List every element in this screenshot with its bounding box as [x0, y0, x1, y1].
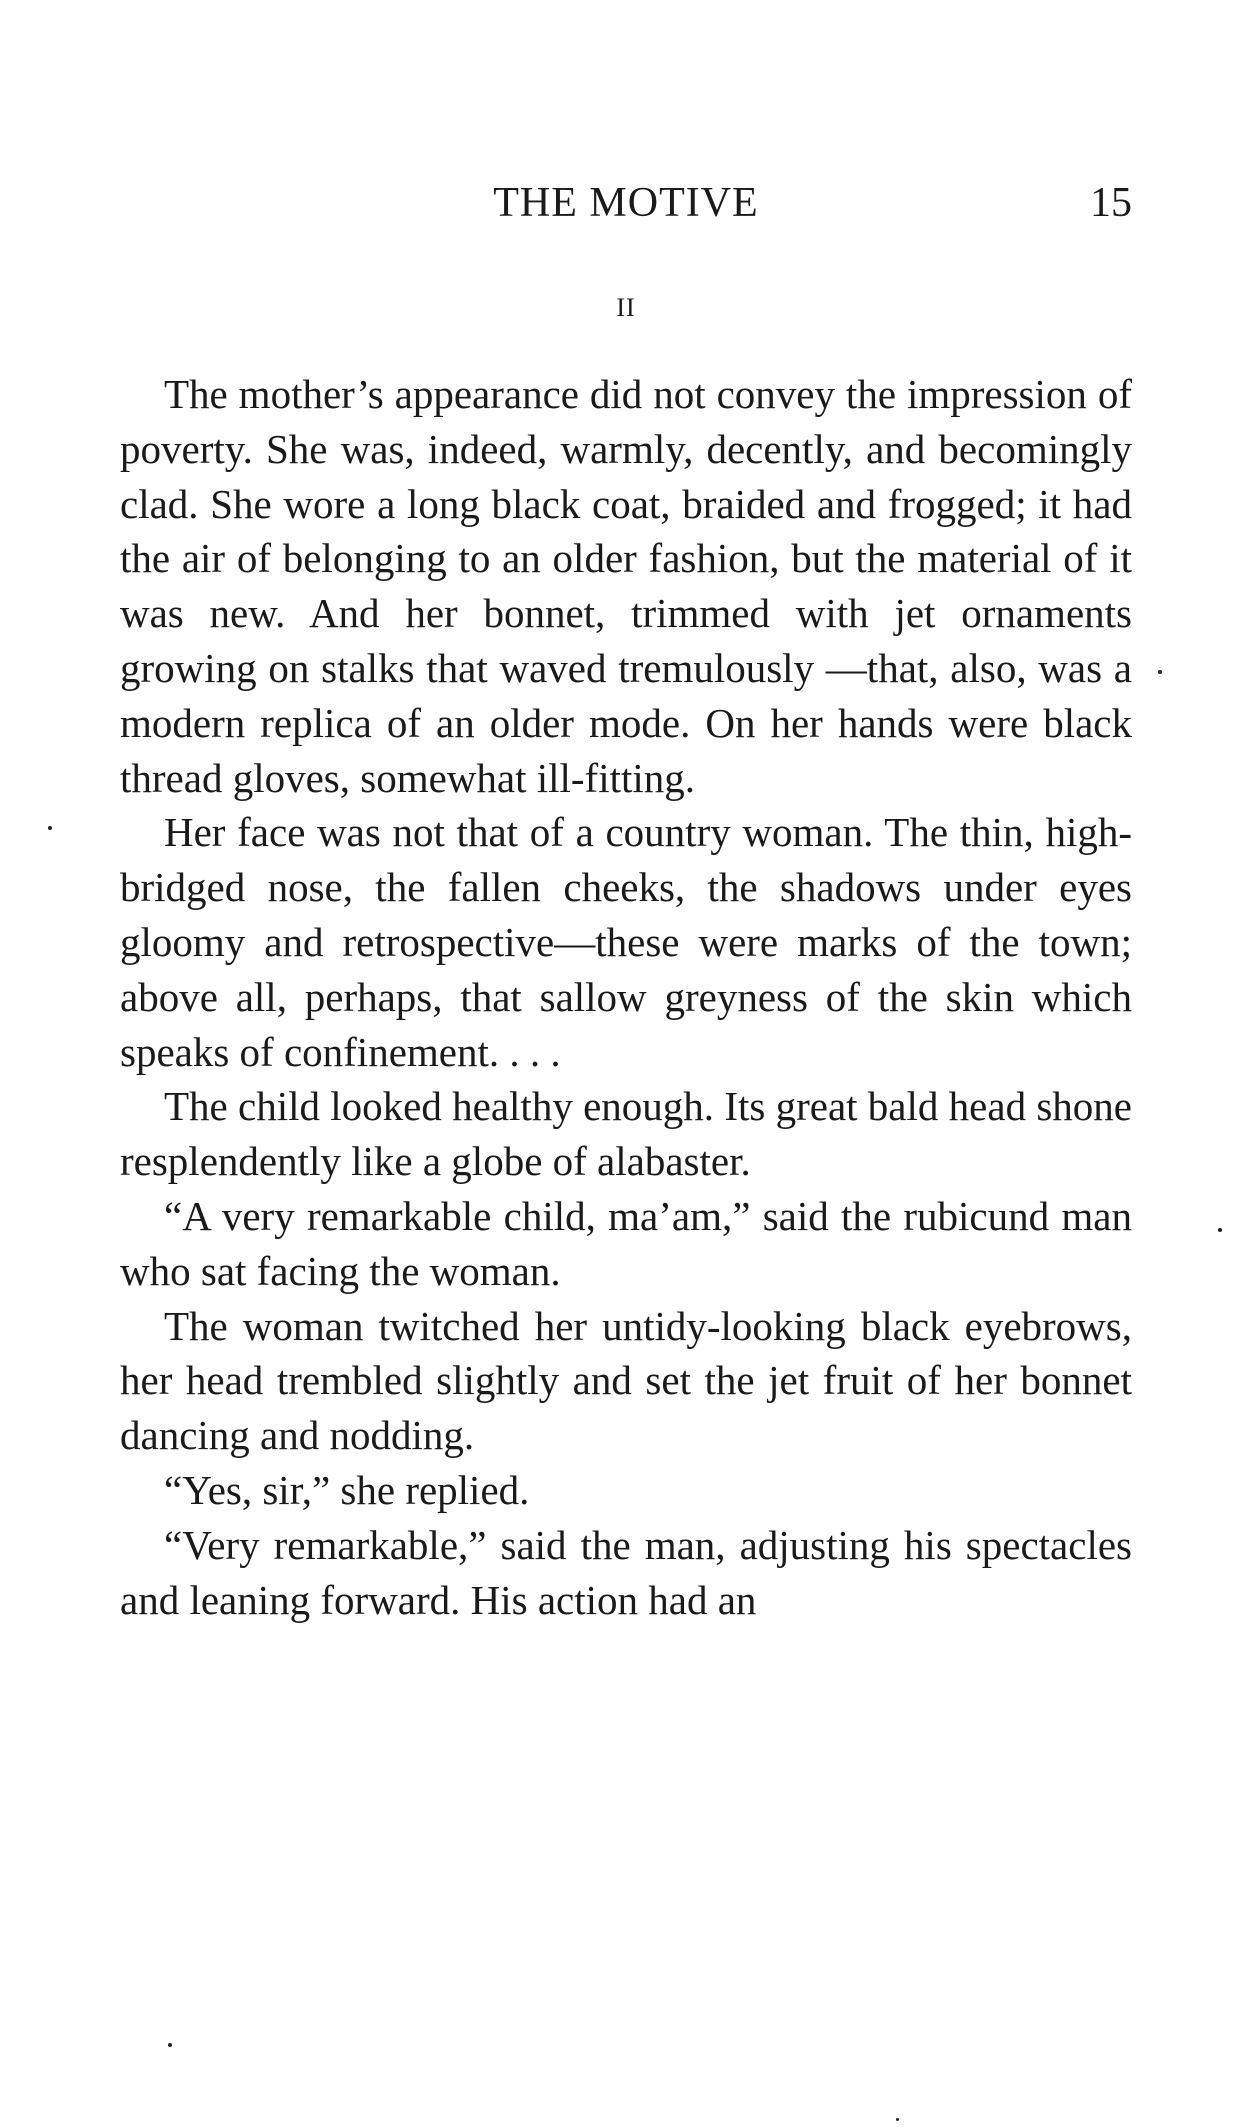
page-number: 15 — [1090, 180, 1132, 226]
paragraph: The mother’s appearance did not convey the impression of poverty. She was, indeed, warmly, decently, and becomingly clad. She wore a long black coat, braided and frogged; it had the air of belonging to an older fashion, but the material of it was new. And her bonnet, trimmed with jet ornaments growing on stalks that waved tremulously —that, also, was a modern replica of an older mode. On her hands were black thread gloves, somewhat ill-fitting. — [120, 371, 1132, 801]
scan-speck — [48, 826, 52, 830]
running-title: THE MOTIVE — [493, 180, 759, 226]
paragraph: “A very remarkable child, ma’am,” said the rubicund man who sat facing the woman. — [120, 1192, 1132, 1294]
scan-speck — [1218, 1228, 1222, 1232]
paragraph: The child looked healthy enough. Its great bald head shone resplendently like a globe of alabaster. — [120, 1083, 1132, 1185]
paragraph: Her face was not that of a country woman. The thin, high-bridged nose, the fallen cheeks, the shadows under eyes gloomy and retrospective—these were marks of the town; above all, perhaps, that sallow greyness of the skin which speaks of confinement. . . . — [120, 809, 1132, 1075]
paragraph: “Yes, sir,” she replied. — [164, 1466, 530, 1513]
paragraph: “Very remarkable,” said the man, adjusting his spectacles and leaning forward. His action had an — [120, 1521, 1132, 1623]
section-number: II — [616, 293, 636, 322]
paragraph: The woman twitched her untidy-looking black eyebrows, her head trembled slightly and set the jet fruit of her bonnet dancing and nodding. — [120, 1302, 1132, 1459]
body-text — [120, 367, 1132, 1627]
scan-speck — [168, 2043, 172, 2047]
running-head — [120, 178, 1132, 228]
scan-speck — [1158, 670, 1162, 674]
scan-speck — [896, 2118, 899, 2121]
